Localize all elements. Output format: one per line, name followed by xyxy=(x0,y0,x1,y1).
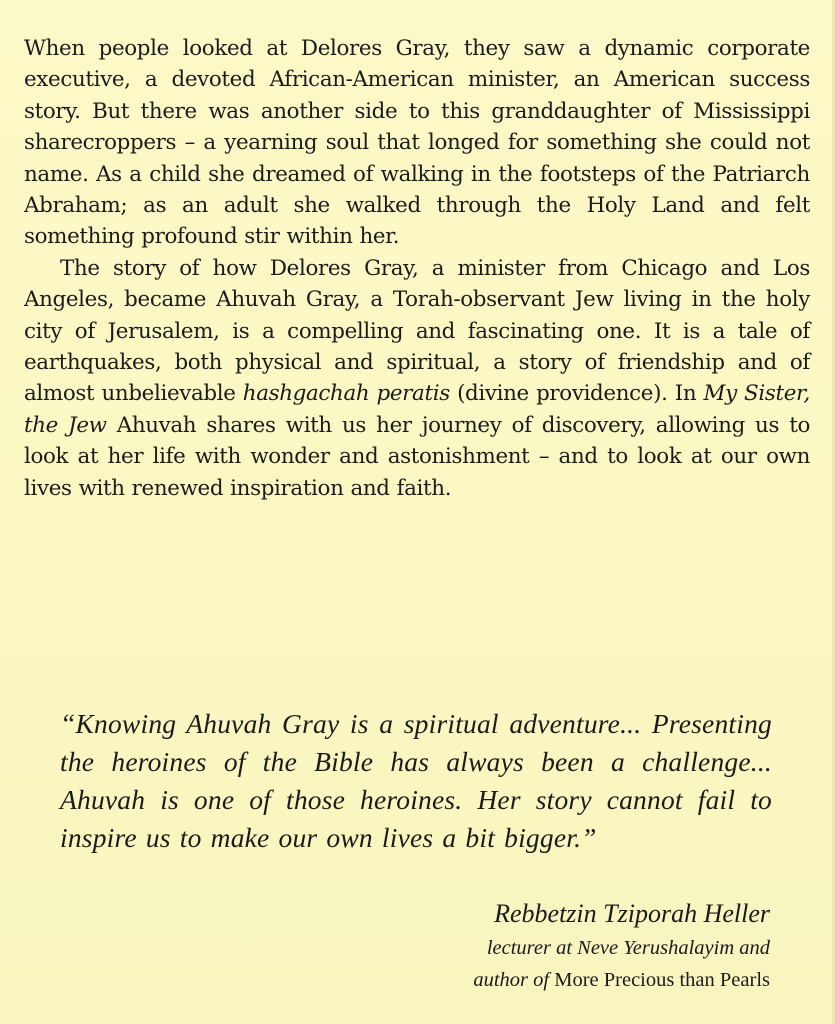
endorser-name: Rebbetzin Tziporah Heller xyxy=(494,899,770,928)
cover-blurb xyxy=(24,33,810,504)
blurb-paragraph-2-text-c: Ahuvah shares with us her journey of discovery, allowing us to look at her life with wonder and astonishment – and to look at our own lives with renewed inspiration and faith. xyxy=(24,412,810,501)
blurb-paragraph-2-text-a: The story of how Delores Gray, a minister from Chicago and Los Angeles, became Ahuvah Gray, a Torah-observant Jew living in the holy city of Jerusalem, is a compelling and fascinating one. It is a tale of earthquakes, both physical and spiritual, a story of friendship and of almost unbelievable xyxy=(24,255,810,407)
endorser-author-of: author of xyxy=(473,969,550,991)
endorsement-attribution xyxy=(473,896,770,996)
endorser-title: lecturer at Neve Yerushalayim and xyxy=(486,937,770,959)
endorser-title-line-1 xyxy=(473,932,770,964)
endorsement-quote: “Knowing Ahuvah Gray is a spiritual adventure... Presenting the heroines of the Bible has always been a challenge... Ahuvah is one of those heroines. Her story cannot fail to inspire us to make our own lives a bit bigger.” xyxy=(60,708,772,853)
endorser-book-title: More Precious than Pearls xyxy=(554,969,770,991)
blurb-paragraph-1: When people looked at Delores Gray, they saw a dynamic corporate executive, a devoted African-American minister, an American success story. But there was another side to this granddaughter of Mississippi sharecroppers – a yearning soul that longed for something she could not name. As a child she dreamed of walking in the footsteps of the Patriarch Abraham; as an adult she walked through the Holy Land and felt something profound stir within her. xyxy=(24,36,810,250)
blurb-paragraph-2 xyxy=(24,253,810,504)
blurb-paragraph-2-text-b: (divine providence). In xyxy=(457,381,697,407)
endorser-title-line-2 xyxy=(473,964,770,996)
blurb-italic-term: hashgachah peratis xyxy=(242,381,450,407)
blurb-book-title: My Sister, the Jew xyxy=(24,381,810,438)
